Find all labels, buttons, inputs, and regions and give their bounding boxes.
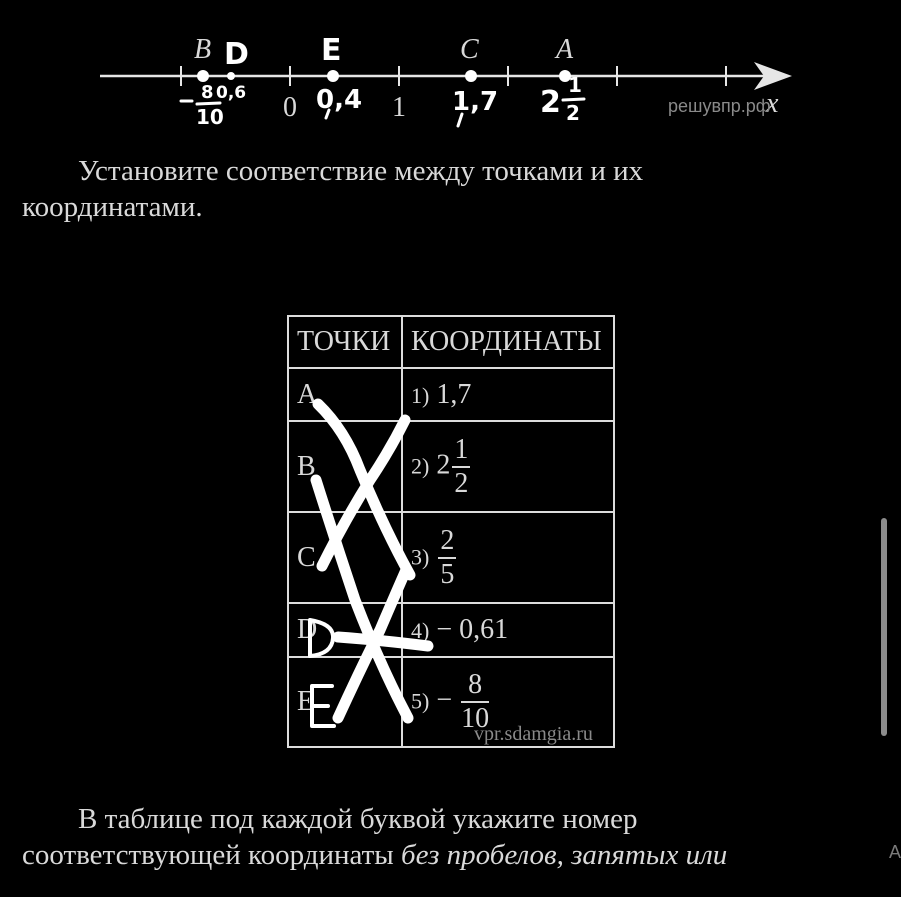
point-cell: B [288, 421, 402, 512]
point-b [197, 70, 209, 82]
instruction-line-2: координатами. [22, 191, 203, 223]
option-whole: 2 [436, 448, 451, 480]
matching-table [287, 315, 615, 748]
label-a: A [556, 34, 574, 65]
instruction-line-1: Установите соответствие между точками и их [78, 155, 644, 187]
header-points: ТОЧКИ [288, 316, 402, 368]
fraction-denominator: 5 [440, 558, 455, 590]
point-c [465, 70, 477, 82]
option-number: 4) [411, 618, 430, 643]
label-c: C [460, 34, 479, 65]
table-row [288, 512, 614, 603]
hand-value-a-whole: 2 [540, 85, 561, 120]
point-cell: D [288, 603, 402, 657]
fraction-denominator: 10 [461, 703, 490, 734]
option-value: − 0,61 [436, 614, 509, 645]
answer-instruction-plain: соответствующей координаты [22, 839, 402, 871]
header-coordinates: КООРДИНАТЫ [402, 316, 614, 368]
hand-value-b-den: 10 [196, 105, 224, 129]
point-cell: E [288, 657, 402, 747]
fraction-numerator: 1 [452, 434, 470, 468]
hand-letter-d: D [224, 37, 249, 72]
option-number: 3) [411, 543, 430, 569]
option-value: 1,7 [436, 378, 472, 410]
answer-instruction [22, 801, 822, 873]
label-b: B [194, 34, 212, 65]
fraction-numerator: 2 [438, 525, 456, 559]
tick-label-1: 1 [392, 92, 406, 123]
coordinate-cell [402, 368, 614, 421]
point-e [327, 70, 339, 82]
instruction-paragraph [22, 153, 822, 225]
fraction [452, 434, 470, 500]
fraction [438, 525, 456, 591]
point-d [227, 72, 235, 80]
answer-instruction-italic: без пробелов, запятых или [401, 839, 728, 871]
hand-value-b-num: 8 [201, 82, 214, 103]
table-row [288, 368, 614, 421]
fraction-denominator: 2 [454, 467, 469, 499]
option-sign: − [436, 684, 453, 716]
watermark: решувпр.рф [668, 96, 771, 116]
coordinate-cell [402, 512, 614, 603]
number-line [0, 0, 897, 140]
option-number: 2) [411, 452, 430, 478]
hand-frac-bar-b [197, 103, 220, 104]
table-watermark: vpr.sdamgia.ru [474, 723, 593, 745]
option-number: 5) [411, 688, 430, 714]
answer-instruction-line-2 [22, 837, 822, 873]
coordinate-cell [402, 421, 614, 512]
point-cell: A [288, 368, 402, 421]
hand-frac-bar-a [563, 99, 584, 100]
vertical-scrollbar[interactable] [881, 518, 887, 736]
answer-instruction-line-1: В таблице под каждой буквой укажите номер [78, 803, 638, 835]
hand-value-a-num: 1 [568, 73, 582, 97]
option-number: 1) [411, 382, 430, 408]
coordinate-cell [402, 603, 614, 657]
hand-value-d: 0,6 [216, 83, 247, 103]
table-row [288, 421, 614, 512]
hand-value-e: 0,4 [316, 85, 363, 115]
fraction-numerator: 8 [461, 669, 489, 703]
edge-text: A [889, 842, 901, 862]
hand-letter-e: E [321, 33, 342, 68]
table-row [288, 603, 614, 657]
axis-label-x: x [766, 88, 779, 119]
hand-value-a-den: 2 [566, 101, 580, 125]
tick-label-0: 0 [283, 92, 297, 123]
hand-value-c: 1,7 [452, 87, 499, 117]
point-cell: C [288, 512, 402, 603]
